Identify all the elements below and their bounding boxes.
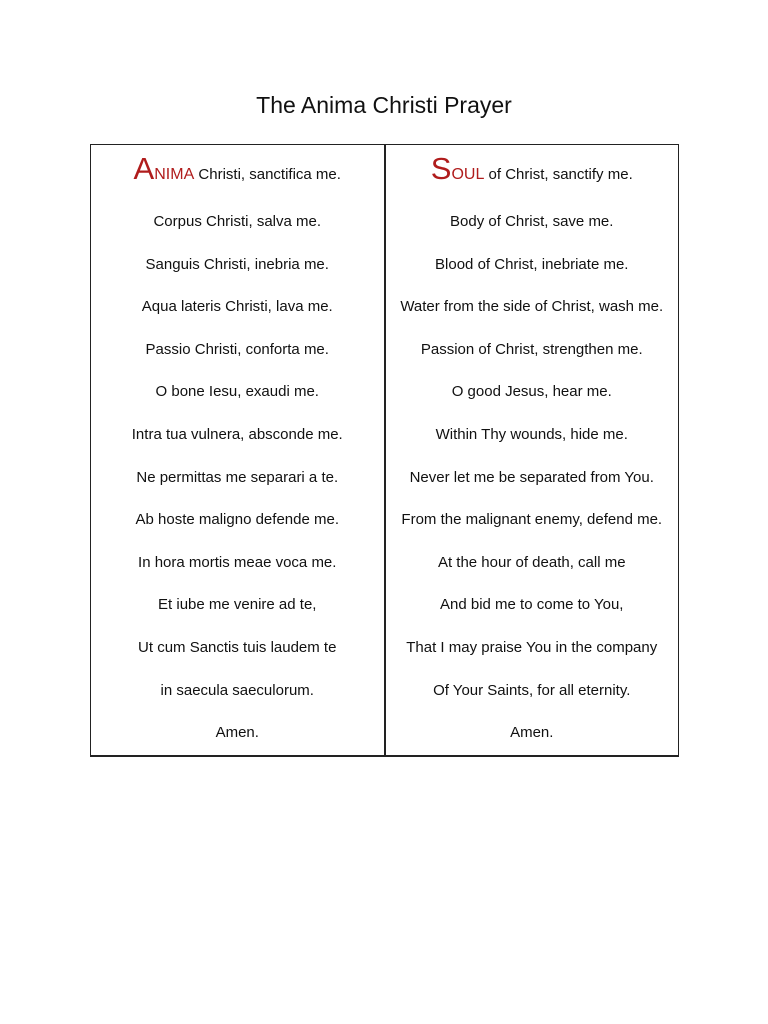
english-column: [386, 145, 679, 755]
latin-verse-line: Sanguis Christi, inebria me.: [145, 255, 329, 273]
english-verse-line: Body of Christ, save me.: [450, 213, 614, 230]
latin-verse-line: in saecula saeculorum.: [160, 681, 314, 699]
page-title: The Anima Christi Prayer: [256, 92, 512, 118]
english-verse-line: And bid me to come to You,: [440, 596, 624, 614]
latin-heading-text: Christi, sanctifica me.: [194, 166, 341, 183]
english-heading-smallcaps: OUL: [451, 166, 485, 183]
english-verse-line: From the malignant enemy, defend me.: [401, 511, 663, 529]
prayer-table: [90, 144, 679, 757]
english-verse-line: Within Thy wounds, hide me.: [435, 425, 628, 443]
english-verse-line: Never let me be separated from You.: [409, 468, 654, 486]
latin-heading: [91, 153, 384, 184]
english-verse-line: At the hour of death, call me: [437, 553, 626, 571]
latin-verse-line: O bone Iesu, exaudi me.: [155, 383, 319, 401]
latin-heading-smallcaps: NIMA: [154, 166, 195, 183]
english-verse-line: O good Jesus, hear me.: [451, 383, 612, 401]
latin-verse-line: Et iube me venire ad te,: [158, 596, 317, 614]
english-verse-list: [386, 213, 679, 767]
latin-verse-line: Aqua lateris Christi, lava me.: [141, 298, 333, 316]
english-dropcap: S: [430, 151, 452, 186]
english-verse-line: Blood of Christ, inebriate me.: [435, 255, 629, 273]
latin-verse-line: Passio Christi, conforta me.: [145, 340, 329, 358]
english-verse-line: Amen.: [510, 724, 554, 742]
latin-verse-line: Corpus Christi, salva me.: [153, 213, 322, 230]
english-verse-line: Of Your Saints, for all eternity.: [433, 681, 631, 699]
latin-verse-line: Ab hoste maligno defende me.: [135, 511, 339, 529]
latin-verse-line: Amen.: [215, 724, 259, 742]
latin-verse-line: Intra tua vulnera, absconde me.: [131, 425, 343, 443]
latin-column: [91, 145, 386, 755]
english-verse-line: That I may praise You in the company: [406, 638, 658, 656]
latin-verse-line: Ne permittas me separari a te.: [136, 468, 339, 486]
english-verse-line: Water from the side of Christ, wash me.: [400, 298, 664, 316]
latin-dropcap: A: [133, 151, 155, 186]
latin-verse-list: [91, 213, 384, 767]
english-heading: [386, 153, 679, 184]
english-verse-line: Passion of Christ, strengthen me.: [420, 340, 643, 358]
latin-verse-line: In hora mortis meae voca me.: [138, 553, 337, 571]
english-heading-text: of Christ, sanctify me.: [484, 166, 633, 183]
latin-verse-line: Ut cum Sanctis tuis laudem te: [138, 638, 337, 656]
